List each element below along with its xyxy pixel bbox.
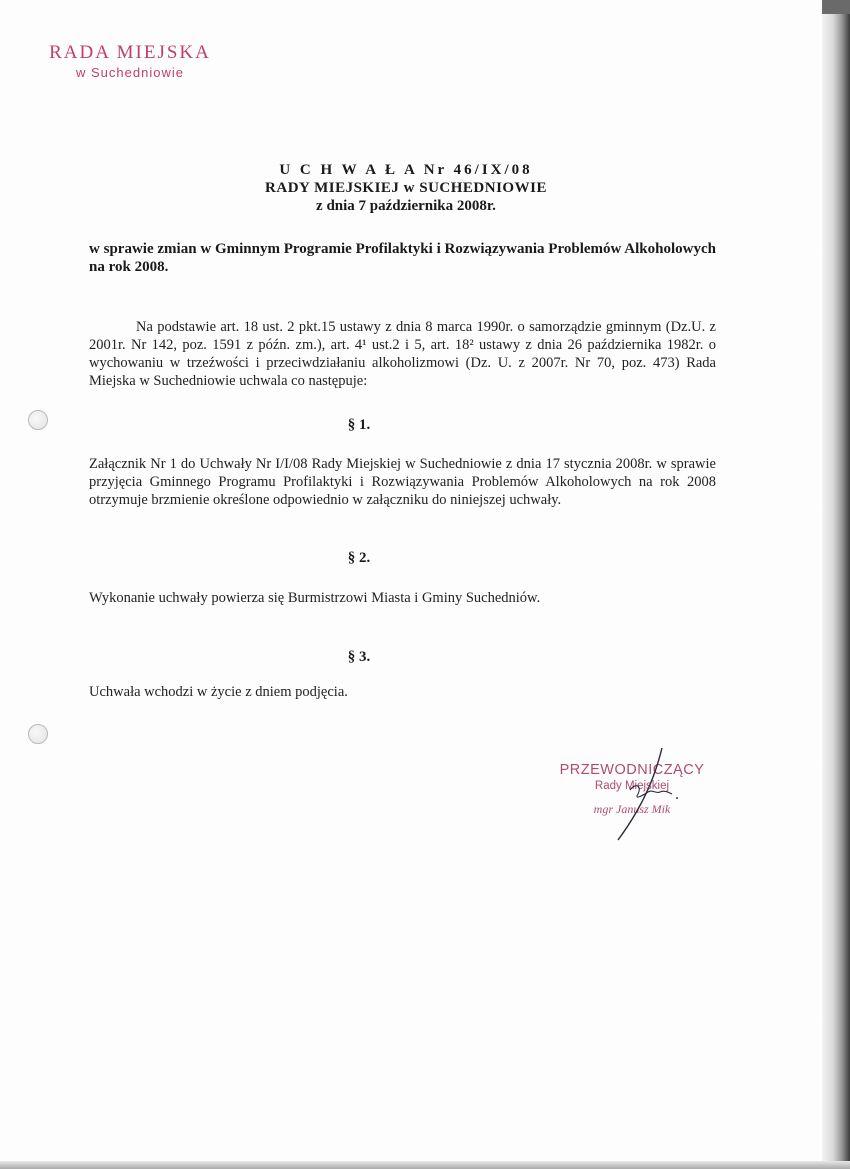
council-stamp-line1: RADA MIEJSKA xyxy=(49,42,211,63)
scanner-edge-corner xyxy=(822,0,850,14)
council-stamp-line2: w Suchedniowie xyxy=(76,65,184,80)
section-3-mark: § 3. xyxy=(347,649,371,665)
chairman-stamp-name: mgr Janusz Mik xyxy=(593,802,671,816)
scanner-edge-bottom xyxy=(0,1161,850,1169)
section-1-text: Załącznik Nr 1 do Uchwały Nr I/I/08 Rady Miejskiej w Suchedniowie z dnia 17 stycznia 2008r. w sprawie przyjęcia Gminnego Programu Profilaktyki i Rozwiązywania Problemów Alkoholowych na rok 2008 otrzymuje brzmienie określone odpowiednio w załączniku do niniejszej uchwały. xyxy=(89,456,716,508)
resolution-date: z dnia 7 października 2008r. xyxy=(316,198,496,214)
resolution-subject: w sprawie zmian w Gminnym Programie Profilaktyki i Rozwiązywania Problemów Alkoholowych na rok 2008. xyxy=(89,241,716,275)
punch-hole-icon xyxy=(28,724,48,744)
legal-basis-paragraph: Na podstawie art. 18 ust. 2 pkt.15 ustawy z dnia 8 marca 1990r. o samorządzie gminnym (Dz.U. z 2001r. Nr 142, poz. 1591 z późn. zm.), art. 4¹ ust.2 i 5, art. 18² ustawy z dnia 26 października 1982r. o wychowaniu w trzeźwości i przeciwdziałaniu alkoholizmowi (Dz. U. z 2007r. Nr 70, poz. 473) Rada Miejska w Suchedniowie uchwala co następuje: xyxy=(89,319,716,389)
scanner-edge-right xyxy=(822,0,850,1169)
section-2-mark: § 2. xyxy=(347,550,371,566)
resolution-number: U C H W A Ł A Nr 46/IX/08 xyxy=(279,162,533,178)
resolution-issuer: RADY MIEJSKIEJ w SUCHEDNIOWIE xyxy=(265,180,547,196)
chairman-stamp-title: PRZEWODNICZĄCY xyxy=(559,762,705,778)
handwritten-signature-icon xyxy=(590,742,700,842)
section-3-text: Uchwała wchodzi w życie z dniem podjęcia. xyxy=(89,684,348,700)
section-1-mark: § 1. xyxy=(347,417,371,433)
section-2-text: Wykonanie uchwały powierza się Burmistrzowi Miasta i Gminy Suchedniów. xyxy=(89,590,541,606)
council-stamp xyxy=(46,42,214,82)
chairman-stamp-subtitle: Rady Miejskiej xyxy=(594,780,670,792)
resolution-heading xyxy=(0,161,812,215)
